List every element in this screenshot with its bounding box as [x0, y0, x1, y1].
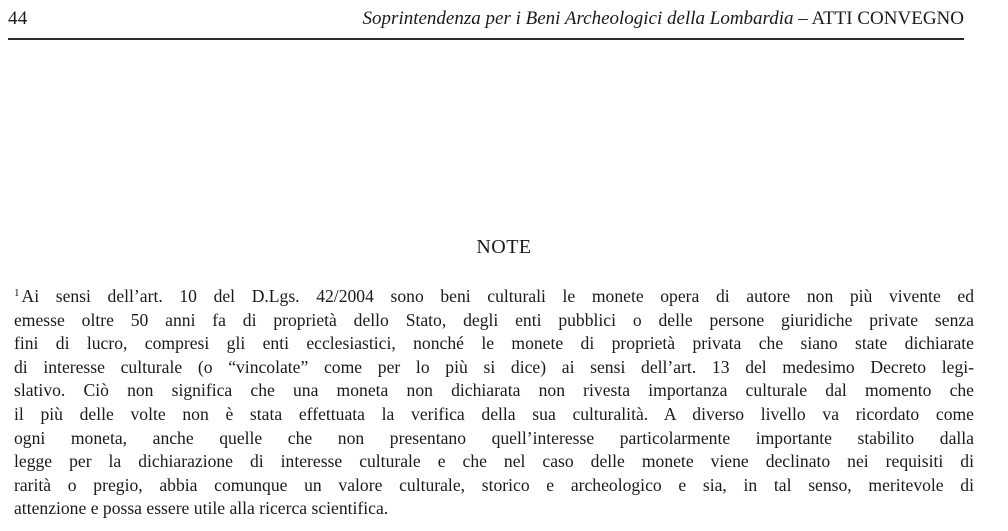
footnote-line	[14, 282, 974, 309]
footnote-line: fini di lucro, compresi gli enti ecclesiastici, nonché le monete di proprietà privata che siano state dichiarate	[14, 333, 974, 354]
footnote-line: di interesse culturale (o “vincolate” come per lo più si dice) ai sensi dell’art. 13 del medesimo Decreto legi-	[14, 356, 974, 377]
page-number: 44	[8, 8, 28, 29]
footnote-line-text: Ai sensi dell’art. 10 del D.Lgs. 42/2004 sono beni culturali le monete opera di autore non più vivente ed	[21, 286, 974, 306]
footnote-line: legge per la dichiarazione di interesse culturale e che nel caso delle monete viene declinato nei requisiti di	[14, 451, 974, 472]
footnote-line: slativo. Ciò non significa che una moneta non dichiarata non rivesta importanza culturale dal momento che	[14, 380, 974, 401]
header-rule	[8, 38, 964, 40]
running-head-journal: Soprintendenza per i Beni Archeologici della Lombardia	[362, 8, 794, 29]
footnote-line: ogni moneta, anche quelle che non presentano quell’interesse particolarmente importante stabilito dalla	[14, 427, 974, 448]
footnote-line: emesse oltre 50 anni fa di proprietà dello Stato, degli enti pubblici o delle persone giuridiche private senza	[14, 309, 974, 330]
page-header	[8, 6, 964, 34]
footnote-line: attenzione e possa essere utile alla ricerca scientifica.	[14, 498, 389, 519]
running-head-separator: –	[793, 8, 812, 29]
footnote-1	[14, 282, 974, 521]
footnote-marker: 1	[14, 287, 20, 299]
footnote-line: rarità o pregio, abbia comunque un valore culturale, storico e archeologico e sia, in tal senso, meritevole di	[14, 474, 974, 495]
footnote-line: il più delle volte non è stata effettuata la verifica della sua culturalità. A diverso livello va ricordato come	[14, 403, 974, 424]
running-head	[363, 8, 964, 30]
notes-heading: NOTE	[476, 236, 532, 258]
running-head-section: ATTI CONVEGNO	[811, 8, 964, 29]
